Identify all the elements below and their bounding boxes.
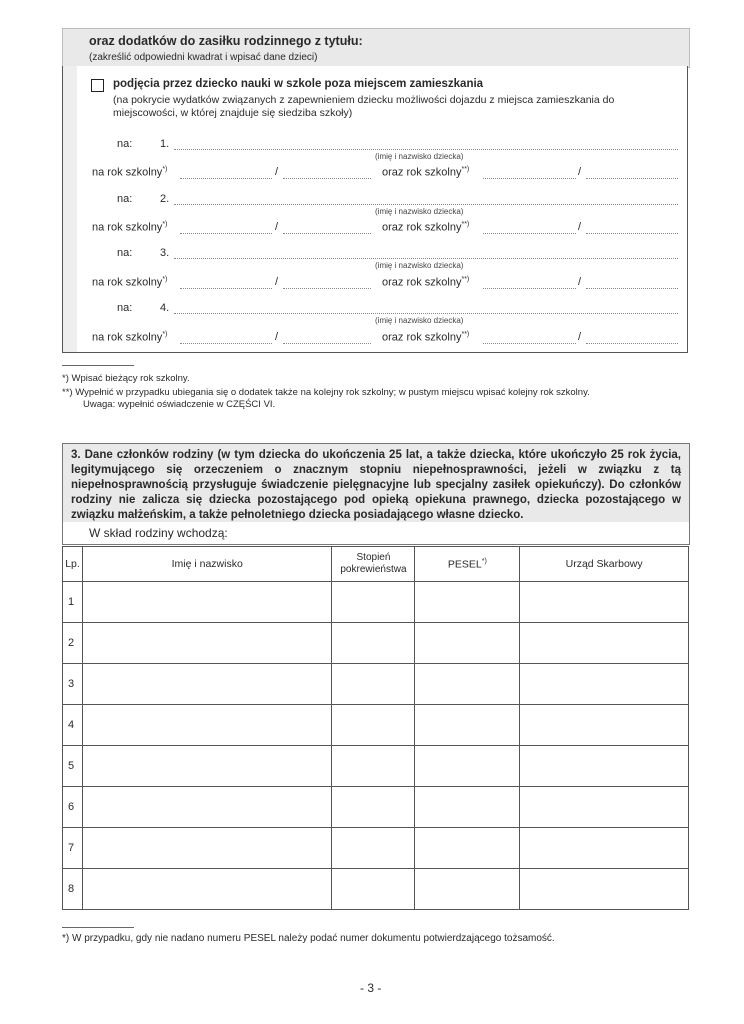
name-cell[interactable] (82, 664, 332, 705)
slash: / (578, 221, 582, 233)
next-year-field-b[interactable] (586, 287, 678, 289)
relation-cell[interactable] (332, 828, 415, 869)
pesel-cell[interactable] (415, 828, 520, 869)
table-row (63, 705, 689, 746)
table-row (63, 582, 689, 623)
entry-number: 2. (160, 193, 170, 205)
row-number: 4 (63, 705, 83, 746)
table-row (63, 828, 689, 869)
tax-office-cell[interactable] (520, 869, 689, 910)
school-year-field-a[interactable] (180, 232, 272, 234)
footnote-pesel: *) W przypadku, gdy nie nadano numeru PESEL należy podać numer dokumentu potwierdzającego tożsamość. (62, 933, 555, 944)
child-name-field[interactable] (174, 203, 678, 205)
school-year-label: na rok szkolny*) (92, 331, 168, 344)
tax-office-cell[interactable] (520, 787, 689, 828)
family-composition-label: W skład rodziny wchodzą: (89, 526, 228, 540)
option-description: (na pokrycie wydatków związanych z zapewnieniem dziecku możliwości dojazdu z miejsca zamieszkania do miejscowości, w której znajduje się siedziba szkoły) (113, 94, 615, 119)
child-name-hint: (imię i nazwisko dziecka) (375, 316, 464, 325)
col-pesel: PESEL*) (415, 547, 520, 582)
name-cell[interactable] (82, 705, 332, 746)
col-name: Imię i nazwisko (82, 547, 332, 582)
school-year-field-a[interactable] (180, 287, 272, 289)
row-number: 6 (63, 787, 83, 828)
slash: / (578, 166, 582, 178)
next-year-field-a[interactable] (483, 232, 576, 234)
section-title: oraz dodatków do zasiłku rodzinnego z tytułu: (89, 34, 363, 48)
entry-na-label: na: (117, 247, 133, 259)
slash: / (275, 331, 279, 343)
next-year-field-a[interactable] (483, 177, 576, 179)
child-name-field[interactable] (174, 148, 678, 150)
section-3-heading: 3. Dane członków rodziny (w tym dziecka do ukończenia 25 lat, a także dziecka, które ukończyło 25 rok życia, legitymującego się orzeczeniem o znacznym stopniu niepełnosprawności, jeżeli w związku z tą niepełnosprawnością przysługuje świadczenie pielęgnacyjne lub specjalny zasiłek opiekuńczy). Do członków rodziny nie zalicza się dziecka pozostającego pod opieką opiekuna prawnego, dziecka pozostającego w związku małżeńskim, a także pełnoletniego dziecka posiadającego własne dziecko. (71, 449, 681, 521)
relation-cell[interactable] (332, 664, 415, 705)
next-year-field-b[interactable] (586, 232, 678, 234)
slash: / (578, 331, 582, 343)
school-year-label: na rok szkolny*) (92, 166, 168, 179)
child-name-field[interactable] (174, 312, 678, 314)
relation-cell[interactable] (332, 582, 415, 623)
pesel-cell[interactable] (415, 746, 520, 787)
relation-cell[interactable] (332, 869, 415, 910)
footnote-separator (62, 365, 134, 366)
relation-cell[interactable] (332, 623, 415, 664)
pesel-cell[interactable] (415, 787, 520, 828)
col-lp: Lp. (63, 547, 83, 582)
tax-office-cell[interactable] (520, 746, 689, 787)
school-year-field-a[interactable] (180, 342, 272, 344)
name-cell[interactable] (82, 746, 332, 787)
option-title: podjęcia przez dziecko nauki w szkole poza miejscem zamieszkania (113, 78, 484, 90)
next-school-year-label: oraz rok szkolny**) (382, 276, 470, 289)
footnote-current-year: *) Wpisać bieżący rok szkolny. (62, 373, 190, 384)
tax-office-cell[interactable] (520, 623, 689, 664)
table-row (63, 746, 689, 787)
school-option-checkbox[interactable] (91, 79, 104, 92)
next-school-year-label: oraz rok szkolny**) (382, 331, 470, 344)
entry-na-label: na: (117, 302, 133, 314)
name-cell[interactable] (82, 828, 332, 869)
next-school-year-label: oraz rok szkolny**) (382, 166, 470, 179)
pesel-cell[interactable] (415, 664, 520, 705)
next-year-field-b[interactable] (586, 342, 678, 344)
tax-office-cell[interactable] (520, 705, 689, 746)
school-year-field-b[interactable] (283, 232, 371, 234)
section-subtitle: (zakreślić odpowiedni kwadrat i wpisać dane dzieci) (89, 52, 318, 63)
name-cell[interactable] (82, 787, 332, 828)
family-members-table (62, 546, 689, 910)
school-year-field-a[interactable] (180, 177, 272, 179)
table-header-row (63, 547, 689, 582)
school-year-field-b[interactable] (283, 287, 371, 289)
relation-cell[interactable] (332, 746, 415, 787)
entry-number: 4. (160, 302, 170, 314)
next-year-field-a[interactable] (483, 287, 576, 289)
tax-office-cell[interactable] (520, 664, 689, 705)
family-composition-bar (62, 522, 690, 545)
page-number: - 3 - (360, 981, 382, 995)
tax-office-cell[interactable] (520, 582, 689, 623)
table-row (63, 623, 689, 664)
section-3-header (62, 443, 690, 523)
col-relation: Stopień pokrewieństwa (332, 547, 415, 582)
name-cell[interactable] (82, 582, 332, 623)
row-number: 2 (63, 623, 83, 664)
name-cell[interactable] (82, 623, 332, 664)
footnote-note: Uwaga: wypełnić oświadczenie w CZĘŚCI VI. (83, 399, 276, 410)
footnote-next-year: **) Wypełnić w przypadku ubiegania się o dodatek także na kolejny rok szkolny; w pustym miejscu wpisać kolejny rok szkolny. (62, 387, 590, 398)
entry-na-label: na: (117, 138, 133, 150)
relation-cell[interactable] (332, 787, 415, 828)
school-year-label: na rok szkolny*) (92, 276, 168, 289)
row-number: 5 (63, 746, 83, 787)
table-row (63, 787, 689, 828)
section-header-children (62, 28, 690, 68)
pesel-cell[interactable] (415, 582, 520, 623)
child-name-hint: (imię i nazwisko dziecka) (375, 207, 464, 216)
row-number: 3 (63, 664, 83, 705)
slash: / (275, 166, 279, 178)
school-year-field-b[interactable] (283, 342, 371, 344)
pesel-cell[interactable] (415, 705, 520, 746)
col-tax-office: Urząd Skarbowy (520, 547, 689, 582)
tax-office-cell[interactable] (520, 828, 689, 869)
child-name-hint: (imię i nazwisko dziecka) (375, 152, 464, 161)
entry-number: 3. (160, 247, 170, 259)
table-row (63, 664, 689, 705)
row-number: 8 (63, 869, 83, 910)
entry-number: 1. (160, 138, 170, 150)
next-year-field-b[interactable] (586, 177, 678, 179)
slash: / (275, 221, 279, 233)
child-name-hint: (imię i nazwisko dziecka) (375, 261, 464, 270)
table-row (63, 869, 689, 910)
next-school-year-label: oraz rok szkolny**) (382, 221, 470, 234)
row-number: 1 (63, 582, 83, 623)
entry-na-label: na: (117, 193, 133, 205)
row-number: 7 (63, 828, 83, 869)
slash: / (275, 276, 279, 288)
school-year-label: na rok szkolny*) (92, 221, 168, 234)
next-year-field-a[interactable] (483, 342, 576, 344)
slash: / (578, 276, 582, 288)
pesel-cell[interactable] (415, 623, 520, 664)
relation-cell[interactable] (332, 705, 415, 746)
name-cell[interactable] (82, 869, 332, 910)
footnote-separator (62, 927, 134, 928)
school-year-field-b[interactable] (283, 177, 371, 179)
left-band (63, 66, 77, 352)
child-name-field[interactable] (174, 257, 678, 259)
pesel-cell[interactable] (415, 869, 520, 910)
